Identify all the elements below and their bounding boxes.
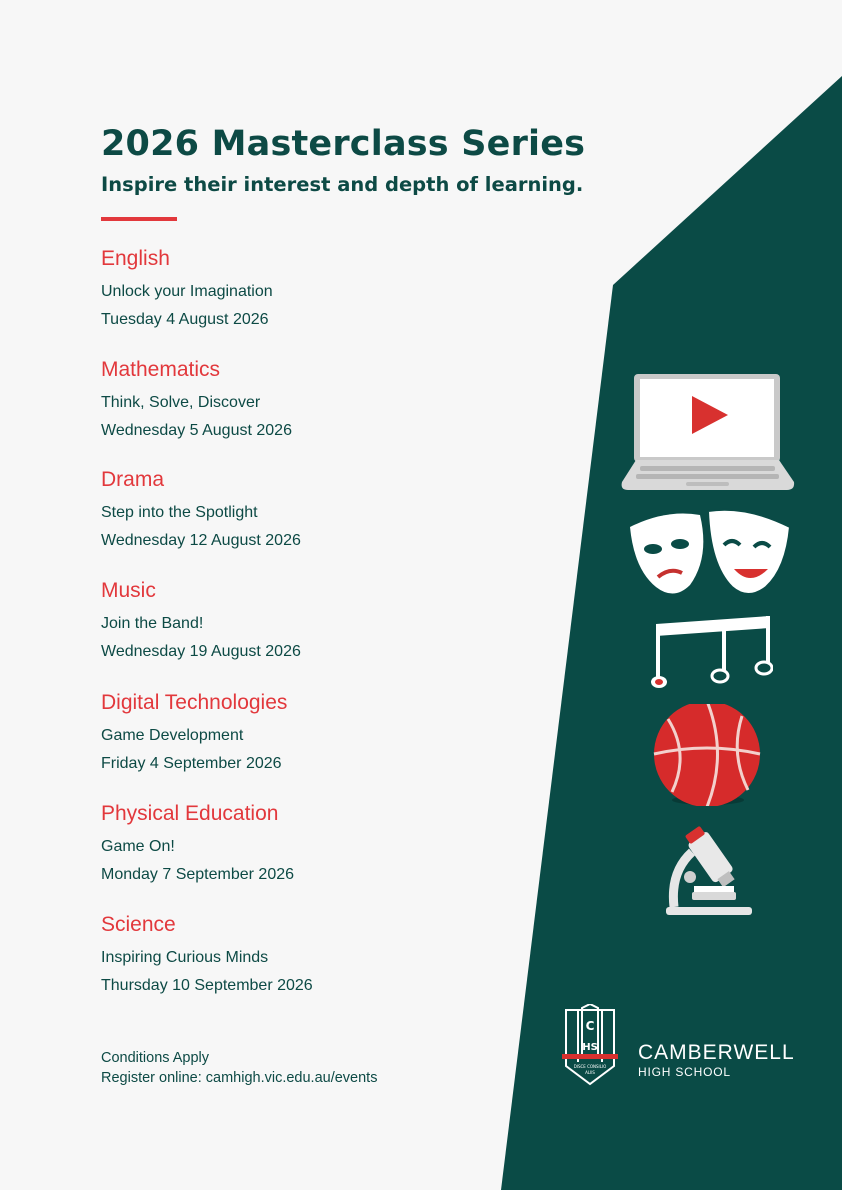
svg-text:C: C [585, 1019, 595, 1033]
svg-text:DISCE CONSILIO: DISCE CONSILIO [573, 1064, 607, 1069]
svg-text:ALIIS: ALIIS [585, 1070, 595, 1075]
basketball-icon [650, 704, 764, 806]
school-name: CAMBERWELL [638, 1041, 795, 1064]
event-subject: English [101, 247, 170, 270]
event-digital-technologies [101, 688, 287, 778]
event-mathematics [101, 355, 292, 445]
event-tagline: Unlock your Imagination [101, 283, 273, 300]
event-date: Tuesday 4 August 2026 [101, 311, 269, 328]
footer [101, 1048, 377, 1088]
accent-divider [101, 217, 177, 221]
page-title: 2026 Masterclass Series [101, 124, 586, 164]
conditions-note: Conditions Apply [101, 1050, 210, 1066]
event-drama [101, 465, 301, 555]
event-tagline: Think, Solve, Discover [101, 394, 261, 411]
event-tagline: Step into the Spotlight [101, 504, 258, 521]
svg-text:HS: HS [582, 1042, 598, 1053]
event-subject: Digital Technologies [101, 691, 288, 714]
page-subtitle: Inspire their interest and depth of learning. [101, 173, 584, 196]
school-subname: HIGH SCHOOL [638, 1065, 731, 1079]
event-date: Friday 4 September 2026 [101, 755, 282, 772]
event-tagline: Inspiring Curious Minds [101, 949, 269, 966]
event-date: Wednesday 19 August 2026 [101, 643, 301, 660]
theatre-masks-icon [628, 507, 794, 601]
microscope-icon [664, 822, 754, 917]
event-date: Monday 7 September 2026 [101, 866, 295, 883]
event-tagline: Game Development [101, 727, 244, 744]
event-date: Wednesday 5 August 2026 [101, 422, 292, 439]
event-science [101, 910, 313, 1000]
school-wordmark [638, 1041, 795, 1079]
event-subject: Science [101, 913, 176, 936]
event-tagline: Join the Band! [101, 615, 204, 632]
event-tagline: Game On! [101, 838, 175, 855]
school-crest-logo [560, 1004, 620, 1088]
laptop-video-icon [620, 374, 795, 492]
event-subject: Mathematics [101, 358, 221, 381]
event-date: Thursday 10 September 2026 [101, 977, 313, 994]
event-subject: Physical Education [101, 802, 279, 825]
event-physical-education [101, 799, 294, 889]
event-music [101, 576, 301, 666]
event-subject: Music [101, 579, 156, 602]
event-english [101, 244, 273, 334]
event-subject: Drama [101, 468, 165, 491]
register-link[interactable]: Register online: camhigh.vic.edu.au/events [101, 1070, 378, 1086]
event-date: Wednesday 12 August 2026 [101, 532, 301, 549]
music-notes-icon [648, 614, 773, 692]
